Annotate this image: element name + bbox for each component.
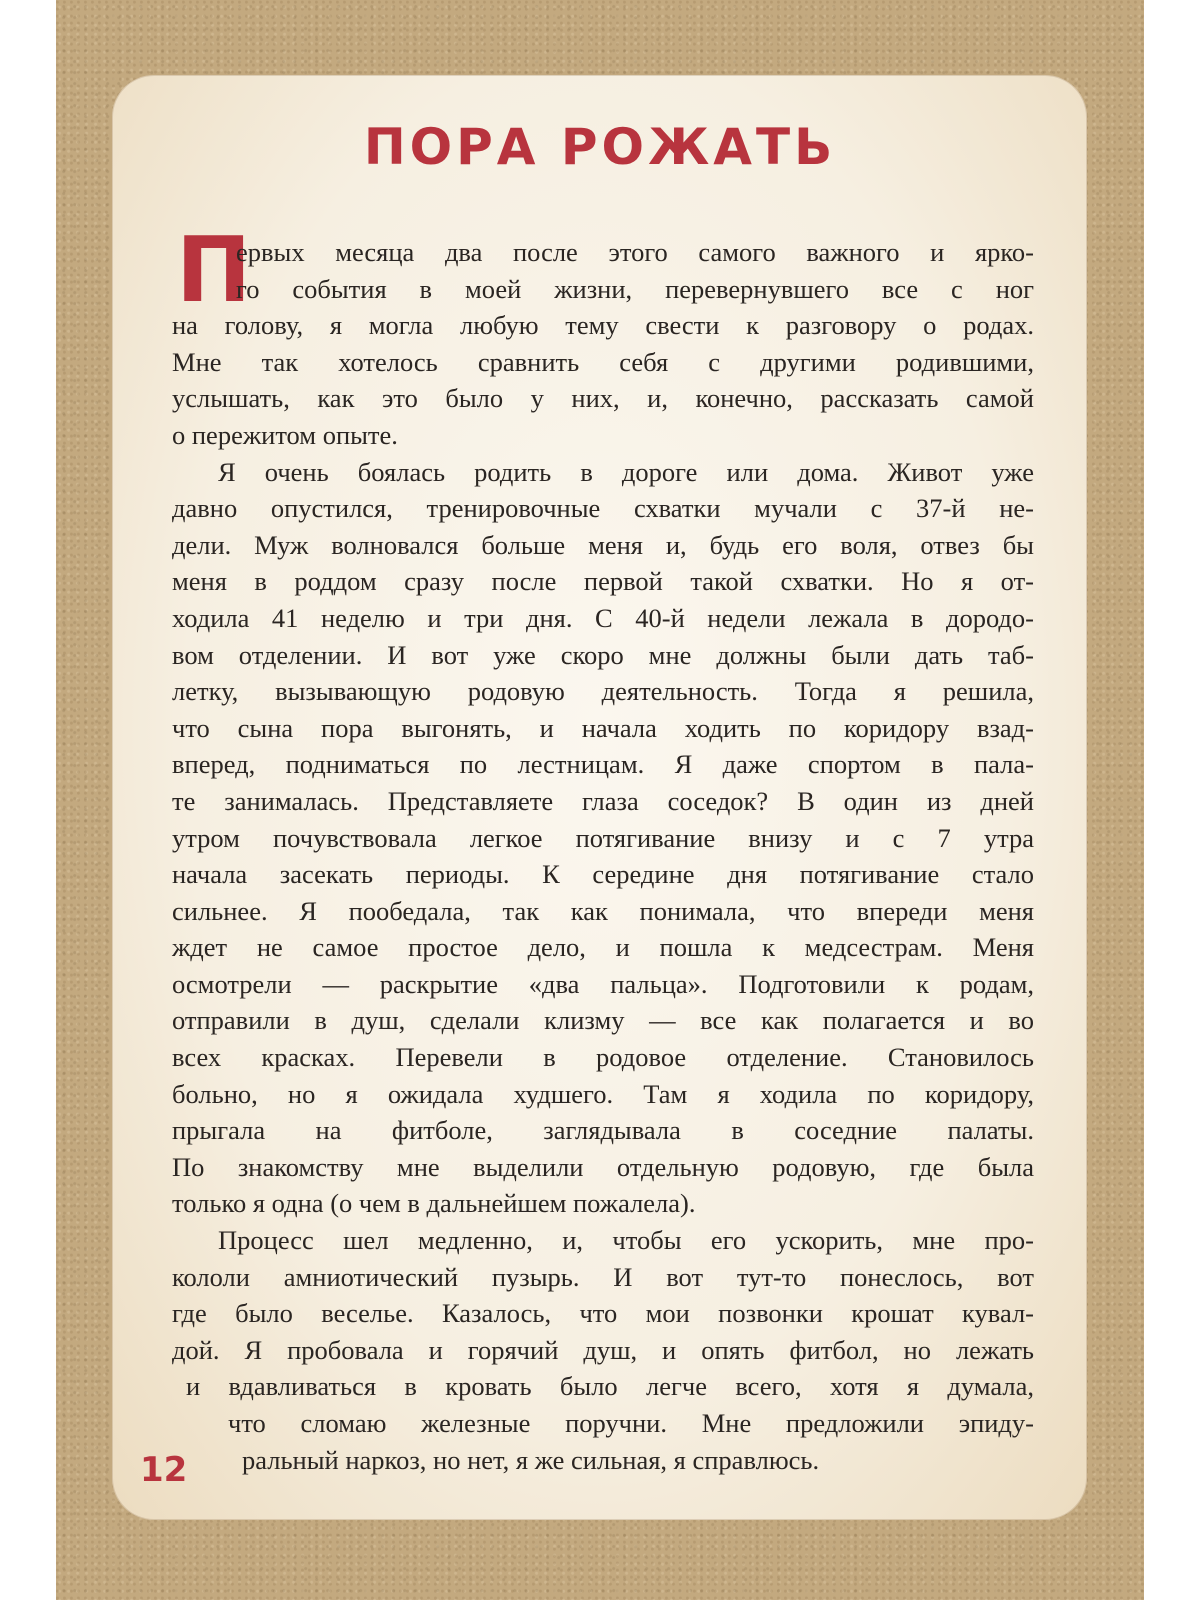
text-line: начала засекать периоды. К середине дня потягивание стало: [172, 859, 1034, 890]
text-line: прыгала на фитболе, заглядывала в соседние палаты.: [172, 1115, 1034, 1146]
text-line: больно, но я ожидала худшего. Там я ходила по коридору,: [172, 1078, 1034, 1109]
text-line: давно опустился, тренировочные схватки мучали с 37-й не-: [172, 493, 1034, 524]
page-number: 12: [140, 1450, 188, 1490]
text-line: о пережитом опыте.: [172, 419, 398, 450]
text-line: всех красках. Перевели в родовое отделение. Становилось: [172, 1042, 1034, 1073]
text-line: летку, вызывающую родовую деятельность. Тогда я решила,: [172, 676, 1034, 707]
text-line: меня в роддом сразу после первой такой схватки. Но я от-: [172, 566, 1034, 597]
text-line: Я очень боялась родить в дороге или дома. Живот уже: [218, 456, 1034, 487]
text-line: и вдавливаться в кровать было легче всего, хотя я думала,: [186, 1371, 1034, 1402]
text-line: кололи амниотический пузырь. И вот тут-то понеслось, вот: [172, 1261, 1034, 1292]
text-line: только я одна (о чем в дальнейшем пожалела).: [172, 1188, 696, 1219]
drop-cap: П: [176, 218, 252, 323]
text-line: где было веселье. Казалось, что мои позвонки крошат кувал-: [172, 1298, 1034, 1329]
text-line: ходила 41 неделю и три дня. С 40-й недели лежала в дородо-: [172, 602, 1034, 633]
text-line: те занималась. Представляете глаза соседок? В один из дней: [172, 785, 1034, 816]
text-line: отправили в душ, сделали клизму — все как полагается и во: [172, 1005, 1034, 1036]
text-line: ральный наркоз, но нет, я же сильная, я справлюсь.: [242, 1444, 820, 1475]
text-line: сильнее. Я пообедала, так как понимала, что впереди меня: [172, 895, 1034, 926]
text-line: го события в моей жизни, перевернувшего все с ног: [236, 273, 1034, 304]
text-line: осмотрели — раскрытие «два пальца». Подготовили к родам,: [172, 968, 1034, 999]
page-title: ПОРА РОЖАТЬ: [363, 118, 837, 176]
text-line: что сына пора выгонять, и начала ходить по коридору взад-: [172, 712, 1034, 743]
text-line: Процесс шел медленно, и, чтобы его ускорить, мне про-: [218, 1225, 1034, 1256]
body-text: [172, 234, 1034, 1478]
text-line: дой. Я пробовала и горячий душ, и опять фитбол, но лежать: [172, 1334, 1034, 1365]
text-line: утром почувствовала легкое потягивание внизу и с 7 утра: [172, 822, 1034, 853]
text-line: что сломаю железные поручни. Мне предложили эпиду-: [228, 1408, 1034, 1438]
text-line: По знакомству мне выделили отдельную родовую, где была: [172, 1151, 1034, 1182]
text-line: Мне так хотелось сравнить себя с другими родившими,: [172, 346, 1034, 377]
text-line: на голову, я могла любую тему свести к разговору о родах.: [172, 310, 1034, 341]
text-line: услышать, как это было у них, и, конечно, рассказать самой: [172, 383, 1034, 414]
text-line: вперед, подниматься по лестницам. Я даже спортом в пала-: [172, 749, 1034, 780]
text-line: дели. Муж волновался больше меня и, будь его воля, отвез бы: [172, 529, 1034, 560]
text-line: вом отделении. И вот уже скоро мне должны были дать таб-: [172, 639, 1034, 670]
text-line: ждет не самое простое дело, и пошла к медсестрам. Меня: [172, 932, 1034, 963]
text-line: ервых месяца два после этого самого важного и ярко-: [236, 237, 1034, 267]
